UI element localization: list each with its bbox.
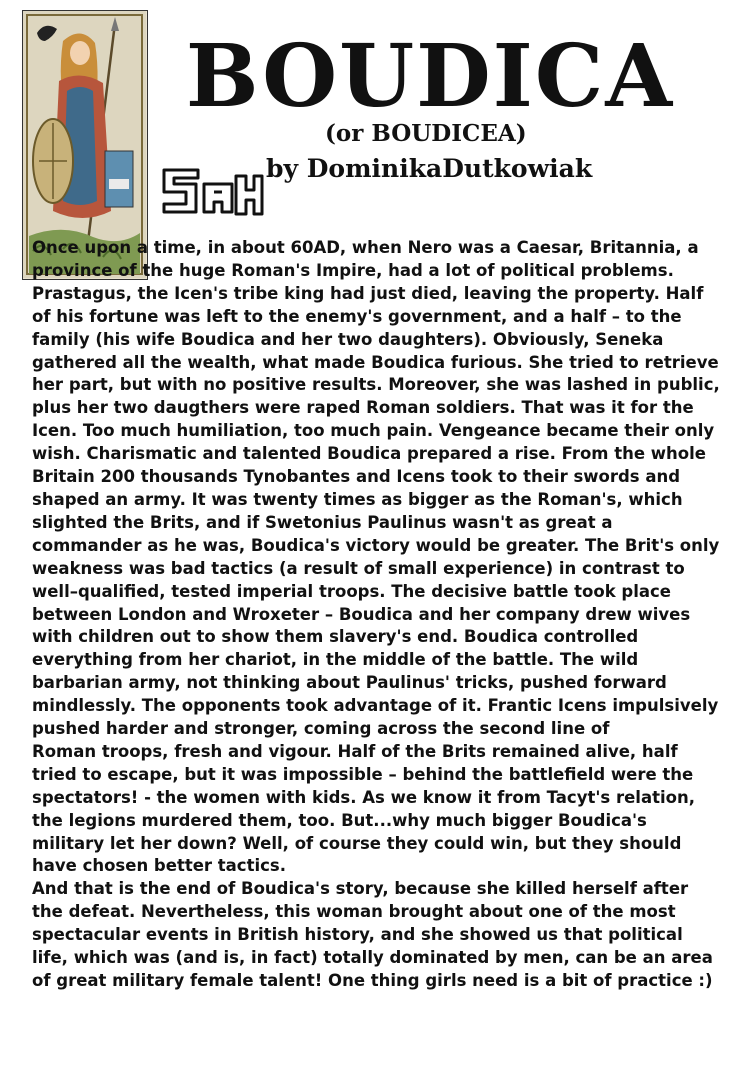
page-title: BOUDICA [185, 26, 675, 127]
article-paragraph: Once upon a time, in about 60AD, when Nero was a Caesar, Britannia, a province of the huge Roman's Impire, had a lot of political problems. Prastagus, the Icen's tribe king had just died, leaving the property. Half of his fortune was left to the enemy's government, and a half – to the family (his wife Boudica and her two daughters). Obviously, Seneka gathered all the wealth, what made Boudica furious. She tried to retrieve her part, but with no positive results. Moreover, she was lashed in public, plus her two daugthers were raped Roman soldiers. That was it for the Icen. Too much humiliation, too much pain. Vengeance became their only wish. Charismatic and talented Boudica prepared a rise. From the whole Britain 200 thousands Tynobantes and Icens took to their swords and shaped an army. It was twenty times as bigger as the Roman's, which slighted the Brits, and if Swetonius Paulinus wasn't as great a commander as he was, Boudica's victory would be greater. The Brit's only weakness was bad tactics (a result of small experience) in contrast to well–qualified, tested imperial troops. The decisive battle took place between London and Wroxeter – Boudica and her company drew wives with children out to show them slavery's end. Boudica controlled everything from her chariot, in the middle of the battle. The wild barbarian army, not thinking about Paulinus' tricks, pushed forward mindlessly. The opponents took advantage of it. Frantic Icens impulsively pushed harder and stronger, coming across the second line of [32, 238, 720, 739]
author-byline: by DominikaDutkowiak [266, 154, 593, 183]
article-paragraph: And that is the end of Boudica's story, because she killed herself after the defeat. Nevertheless, this woman brought about one of the most spectacular events in British history, and she showed us that political life, which was (and is, in fact) totally dominated by men, can be an area of great military female talent! One thing girls need is a bit of practice :) [32, 879, 713, 990]
page-subtitle: (or BOUDICEA) [325, 120, 527, 147]
article-body [32, 237, 722, 993]
article-paragraph: Roman troops, fresh and vigour. Half of the Brits remained alive, half tried to escape, but it was impossible – behind the battlefield were the spectators! - the women with kids. As we know it from Tacyt's relation, the legions murdered them, too. But...why much bigger Boudica's military let her down? Well, of course they could win, but they should have chosen better tactics. [32, 741, 695, 876]
issue-logo-icon [158, 166, 266, 218]
